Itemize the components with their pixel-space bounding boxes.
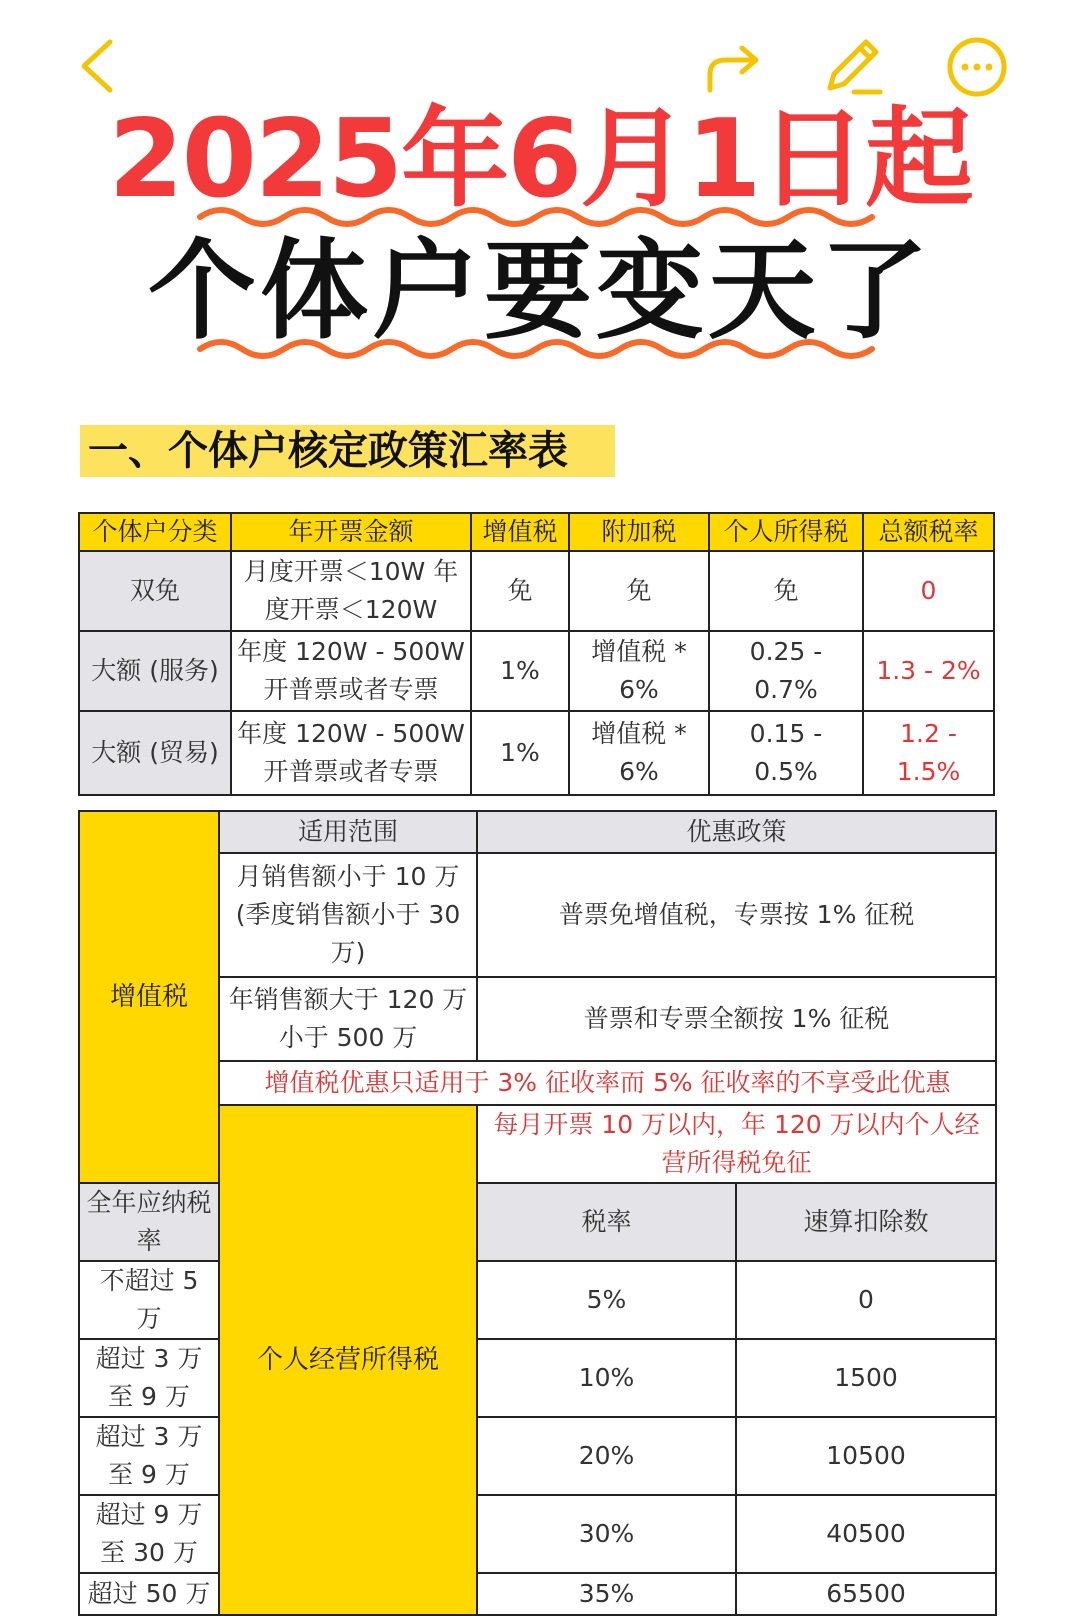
table-row <box>79 1573 996 1615</box>
table-cell: 1% <box>471 631 569 711</box>
headline-main: 个体户要变天了 <box>147 229 932 354</box>
header-cell: 速算扣除数 <box>736 1183 996 1261</box>
table-cell: 月销售额小于 10 万 (季度销售额小于 30 万) <box>219 853 477 977</box>
row-label: 大额 (服务) <box>79 631 231 711</box>
table-row <box>79 551 994 631</box>
header-cell: 附加税 <box>569 513 709 551</box>
total-rate-cell: 0 <box>863 551 994 631</box>
table-cell: 1500 <box>736 1339 996 1417</box>
header-cell: 总额税率 <box>863 513 994 551</box>
tax-detail-table <box>78 810 997 1616</box>
total-rate-cell: 1.2 - 1.5% <box>863 711 994 795</box>
table-cell: 0.25 - 0.7% <box>709 631 863 711</box>
more-dots-icon[interactable] <box>946 36 1008 98</box>
total-rate-cell: 1.3 - 2% <box>863 631 994 711</box>
vat-note: 增值税优惠只适用于 3% 征收率而 5% 征收率的不享受此优惠 <box>219 1061 996 1105</box>
wavy-underline-2 <box>195 332 885 366</box>
table-cell: 35% <box>477 1573 736 1615</box>
table-cell: 增值税 * 6% <box>569 711 709 795</box>
table-cell: 普票和专票全额按 1% 征税 <box>477 977 996 1061</box>
headline-date: 2025年6月1日起 <box>108 97 972 222</box>
table-row <box>79 631 994 711</box>
table-cell: 免 <box>709 551 863 631</box>
income-header-row <box>79 1183 996 1261</box>
header-cell: 个人所得税 <box>709 513 863 551</box>
table-cell: 超过 9 万至 30 万 <box>79 1495 219 1573</box>
header-cell: 优惠政策 <box>477 811 996 853</box>
policy-rate-table <box>78 512 995 796</box>
table-cell: 超过 50 万 <box>79 1573 219 1615</box>
pencil-icon[interactable] <box>822 34 884 96</box>
table-cell: 年销售额大于 120 万小于 500 万 <box>219 977 477 1061</box>
table-cell: 1% <box>471 711 569 795</box>
vat-section-label: 增值税 <box>79 811 219 1183</box>
table-cell: 免 <box>569 551 709 631</box>
table-cell: 40500 <box>736 1495 996 1573</box>
table-cell: 不超过 5 万 <box>79 1261 219 1339</box>
table-cell: 10% <box>477 1339 736 1417</box>
income-note: 每月开票 10 万以内，年 120 万以内个人经营所得税免征 <box>477 1105 996 1183</box>
table-cell: 超过 3 万至 9 万 <box>79 1417 219 1495</box>
table-cell: 超过 3 万至 9 万 <box>79 1339 219 1417</box>
header-cell: 全年应纳税率 <box>79 1183 219 1261</box>
table-header-row <box>79 513 994 551</box>
table-cell: 65500 <box>736 1573 996 1615</box>
table-cell: 0 <box>736 1261 996 1339</box>
table-cell: 普票免增值税，专票按 1% 征税 <box>477 853 996 977</box>
share-arrow-icon[interactable] <box>702 40 764 96</box>
header-cell: 个体户分类 <box>79 513 231 551</box>
row-label: 双免 <box>79 551 231 631</box>
header-cell: 增值税 <box>471 513 569 551</box>
table-row <box>79 1495 996 1573</box>
table-cell: 0.15 - 0.5% <box>709 711 863 795</box>
table-cell: 月度开票＜10W 年度开票＜120W <box>231 551 471 631</box>
table-cell: 20% <box>477 1417 736 1495</box>
income-tax-section-label: 个人经营所得税 <box>219 1105 477 1615</box>
table-row <box>79 1339 996 1417</box>
header-cell: 适用范围 <box>219 811 477 853</box>
chevron-left-icon[interactable] <box>78 38 118 94</box>
table-row <box>79 1417 996 1495</box>
table-cell: 增值税 * 6% <box>569 631 709 711</box>
table-cell: 10500 <box>736 1417 996 1495</box>
table-row <box>79 1261 996 1339</box>
table-cell: 30% <box>477 1495 736 1573</box>
row-label: 大额 (贸易) <box>79 711 231 795</box>
section-heading: 一、个体户核定政策汇率表 <box>80 425 615 477</box>
vat-header-row <box>79 811 996 853</box>
table-cell: 年度 120W - 500W 开普票或者专票 <box>231 631 471 711</box>
table-row <box>79 711 994 795</box>
header-cell: 税率 <box>477 1183 736 1261</box>
header-cell: 年开票金额 <box>231 513 471 551</box>
table-cell: 5% <box>477 1261 736 1339</box>
table-cell: 年度 120W - 500W 开普票或者专票 <box>231 711 471 795</box>
table-cell: 免 <box>471 551 569 631</box>
